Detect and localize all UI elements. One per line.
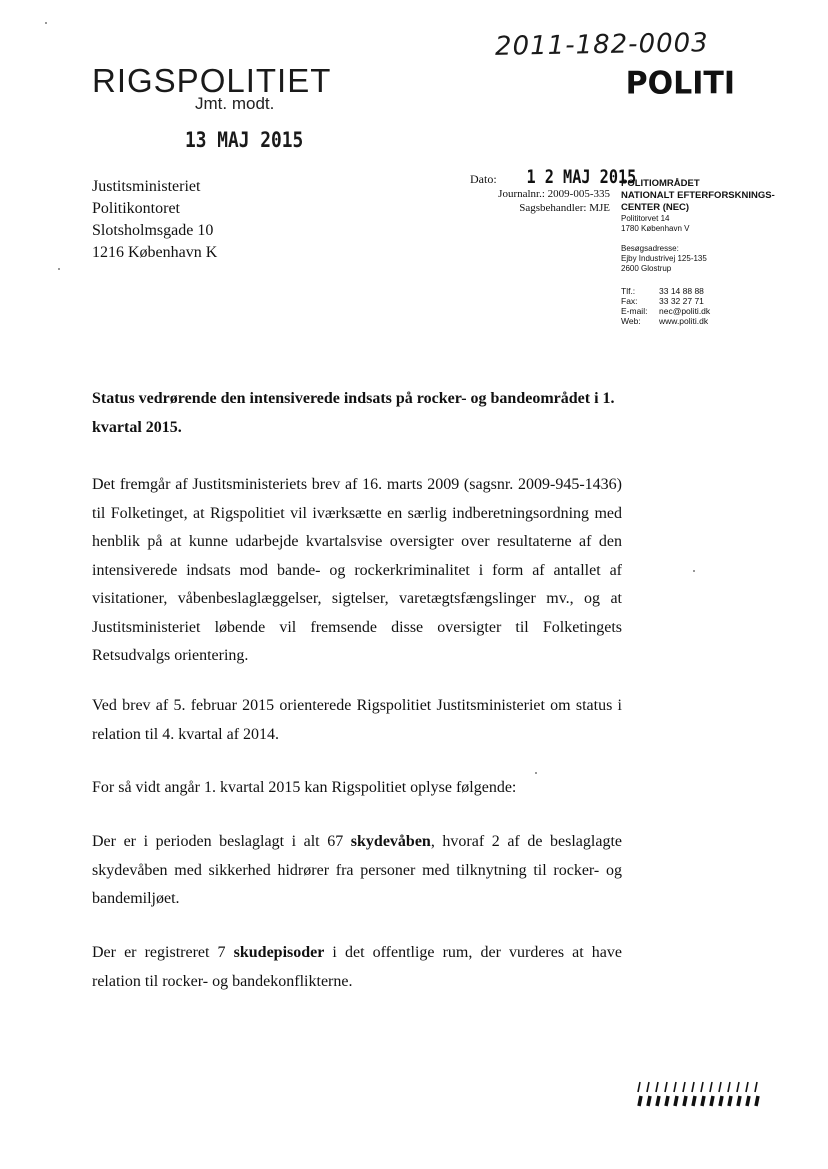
body-paragraph <box>92 939 622 996</box>
contact-row <box>621 306 710 316</box>
journal-label: Journalnr.: <box>498 188 545 200</box>
handler-row <box>470 201 610 215</box>
sender-line: CENTER (NEC) <box>621 202 690 213</box>
contact-label: Web: <box>621 316 641 326</box>
scan-speck <box>45 22 47 24</box>
contact-row <box>621 286 710 296</box>
sender-address: Polititorvet 14 <box>621 214 670 223</box>
body-paragraph: Ved brev af 5. februar 2015 orienterede Rigspolitiet Justitsministeriet om status i relation til 4. kvartal af 2014. <box>92 697 622 743</box>
contact-label: Fax: <box>621 296 638 306</box>
visit-label: Besøgsadresse: <box>621 244 679 253</box>
journal-row <box>470 187 610 201</box>
emphasis-text: skydevåben <box>350 833 431 850</box>
received-stamp-date: 13 MAJ 2015 <box>185 128 304 152</box>
recipient-address <box>92 176 217 264</box>
date-label: Dato: <box>470 172 497 186</box>
scan-speck <box>58 268 60 270</box>
contact-table <box>621 286 710 326</box>
contact-value: www.politi.dk <box>659 316 709 326</box>
emphasis-text: skudepisoder <box>233 944 325 961</box>
contact-row <box>621 296 710 306</box>
sender-line: NATIONALT EFTERFORSKNINGS- <box>621 190 775 201</box>
handler-value: MJE <box>589 202 610 214</box>
body-paragraph: For så vidt angår 1. kvartal 2015 kan Rigspolitiet oplyse følgende: <box>92 779 517 796</box>
visit-address: Ejby Industrivej 125-135 <box>621 254 707 263</box>
paragraph-text: , hvoraf 2 af de beslaglagte skydevåben med sikkerhed hidrører fra personer med tilknytning til rocker- og bandemiljøet. <box>92 833 622 907</box>
contact-value: 33 32 27 71 <box>659 296 704 306</box>
date-row <box>470 166 637 188</box>
date-stamp: 1 2 MAJ 2015 <box>526 166 637 188</box>
recipient-line: Slotsholmsgade 10 <box>92 222 214 239</box>
sender-block <box>621 178 775 326</box>
paragraph-text: Der er registreret 7 <box>92 944 234 961</box>
body-paragraph: Det fremgår af Justitsministeriets brev af 16. marts 2009 (sagsnr. 2009-945-1436) til Folketinget, at Rigspolitiet vil iværksætte en særlig indberetningsordning med henblik på at kunne udarbejde kvartalsvise oversigter over resultaterne af den intensiverede indsats mod bande- og rockerkriminalitet i form af antallet af visitationer, våbenbeslaglæggelser, sigtelser, varetægtsfængslinger mv., og at Justitsministeriet løbende vil fremsende disse oversigter til Folketingets Retsudvalgs orientering. <box>92 476 622 664</box>
visit-address: 2600 Glostrup <box>621 264 672 273</box>
scan-speck <box>535 772 537 774</box>
letter-metadata <box>470 166 637 215</box>
journal-value: 2009-005-335 <box>547 188 610 200</box>
contact-value: nec@politi.dk <box>659 306 711 316</box>
body-paragraph <box>92 828 622 914</box>
sender-line: POLITIOMRÅDET <box>621 178 700 189</box>
letter-subject: Status vedrørende den intensiverede indsats på rocker- og bandeområdet i 1. kvartal 2015. <box>92 390 615 436</box>
contact-value: 33 14 88 88 <box>659 286 704 296</box>
paragraph-text: i det offentlige rum, der vurderes at have relation til rocker- og bandekonflikterne. <box>92 944 623 990</box>
recipient-line: Justitsministeriet <box>92 178 201 195</box>
document-barcode <box>636 1080 766 1108</box>
recipient-line: Politikontoret <box>92 200 180 217</box>
contact-label: Tlf.: <box>621 286 636 296</box>
contact-row <box>621 316 710 326</box>
received-stamp-label: Jmt. modt. <box>195 94 275 113</box>
scan-speck <box>693 570 695 572</box>
handler-label: Sagsbehandler: <box>519 202 587 214</box>
contact-label: E-mail: <box>621 306 648 316</box>
received-stamp-organization: RIGSPOLITIET <box>92 62 332 99</box>
paragraph-text: Der er i perioden beslaglagt i alt 67 <box>92 833 351 850</box>
recipient-line: 1216 København K <box>92 244 218 261</box>
sender-address: 1780 København V <box>621 224 690 233</box>
handwritten-case-number: 2011-182-0003 <box>494 28 709 62</box>
politi-logo: POLITI <box>625 65 735 102</box>
